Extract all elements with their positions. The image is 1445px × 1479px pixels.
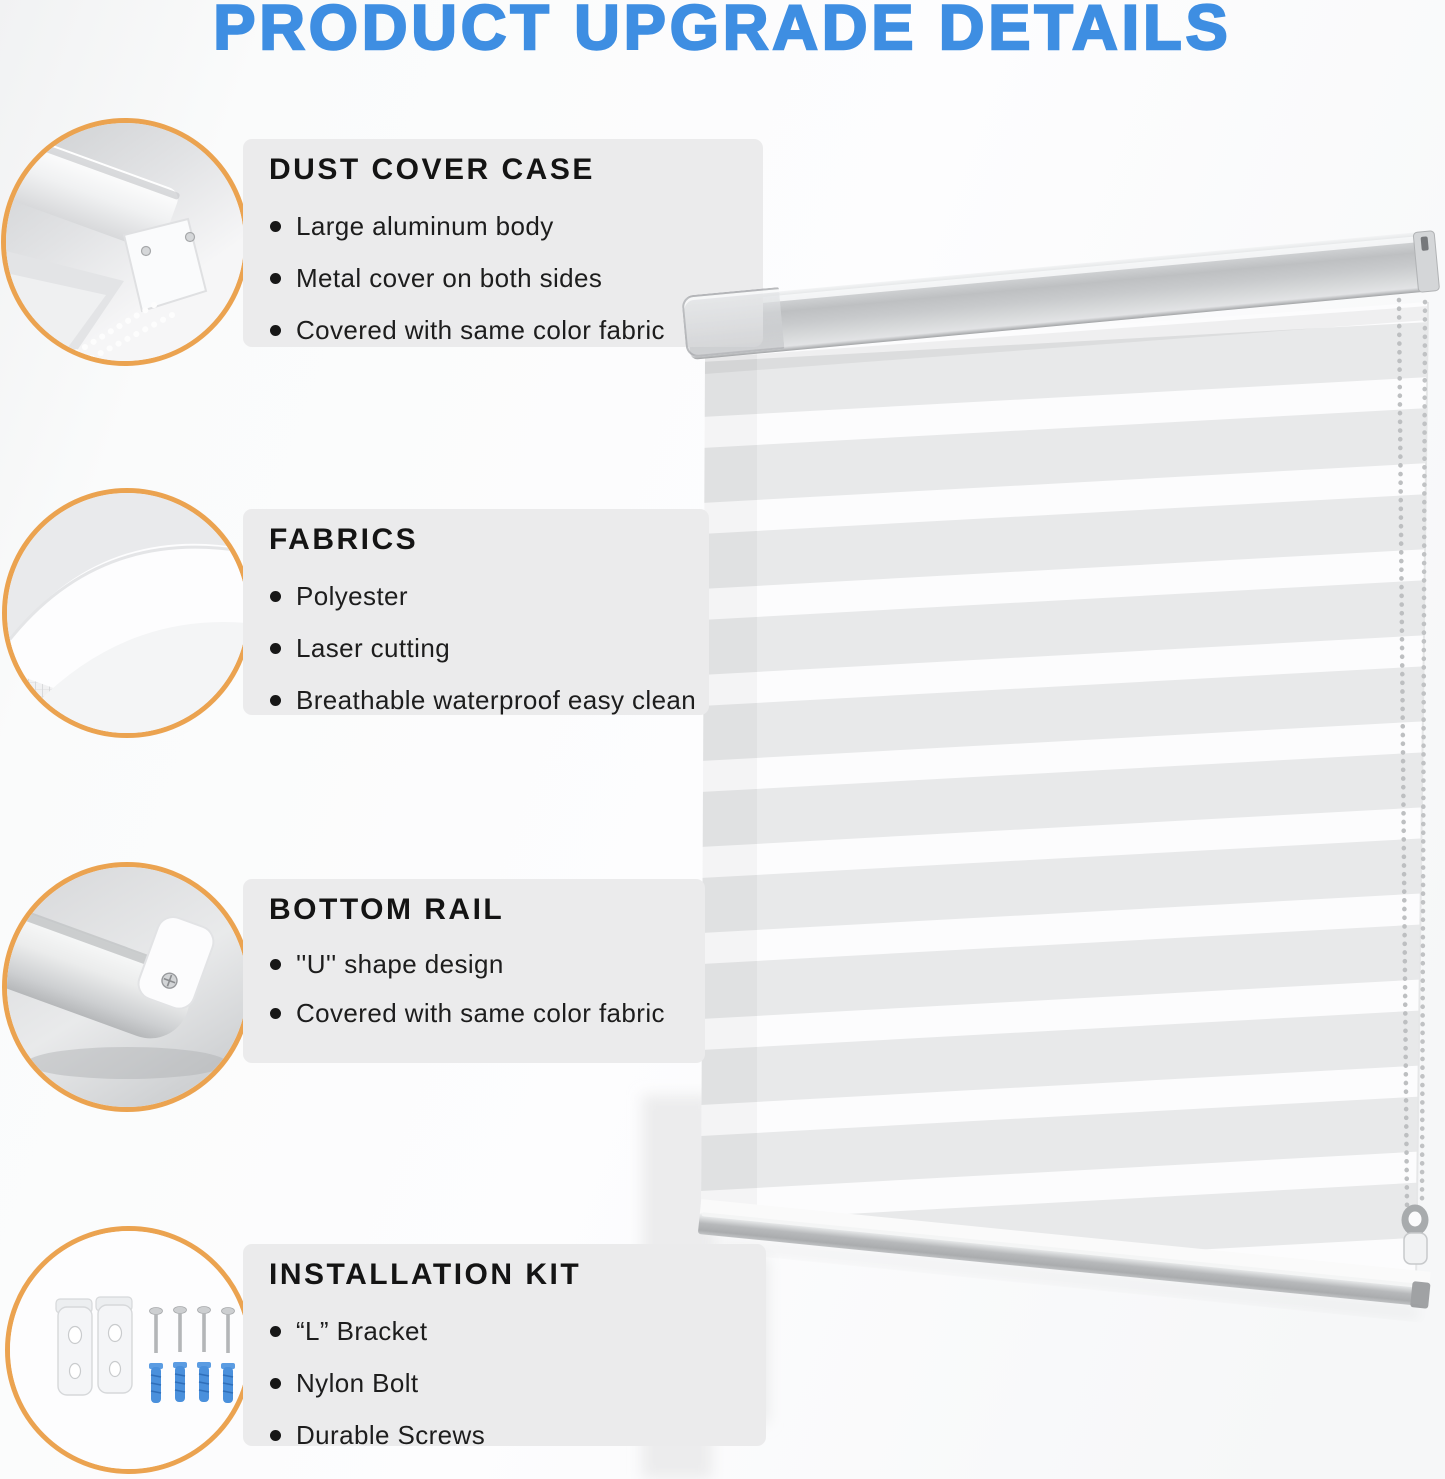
screw	[142, 247, 151, 256]
fabric-illustration	[7, 493, 247, 733]
bullet-item: Breathable waterproof easy clean	[243, 674, 709, 726]
installation-kit-illustration	[10, 1231, 248, 1469]
bullet-dot	[270, 1008, 281, 1019]
headrail-tip-overlay	[681, 287, 784, 358]
bullet-item: ''U'' shape design	[243, 940, 705, 989]
mounting-bracket-tab	[1421, 236, 1429, 251]
bullet-list	[243, 570, 709, 726]
page-title: PRODUCT UPGRADE DETAILS	[213, 0, 1232, 63]
bottom-rail-end-cap	[1410, 1281, 1430, 1309]
bullet-dot	[270, 1430, 281, 1441]
bullet-item: Metal cover on both sides	[243, 252, 763, 304]
bottom-rail-photo	[2, 862, 252, 1112]
shadow	[27, 1047, 227, 1079]
bullet-dot	[270, 695, 281, 706]
bullet-list	[243, 940, 705, 1038]
section-heading: FABRICS	[269, 523, 419, 556]
bullet-list	[243, 1305, 766, 1461]
installation-kit-photo	[5, 1226, 253, 1474]
dust-cover-case-illustration	[6, 123, 244, 361]
bullet-dot	[270, 325, 281, 336]
bullet-item: Nylon Bolt	[243, 1357, 766, 1409]
bullet-dot	[270, 221, 281, 232]
bottom-rail-illustration	[7, 867, 247, 1107]
section-bottom-rail	[243, 879, 705, 1063]
bullet-item: Covered with same color fabric	[243, 989, 705, 1038]
screw	[186, 233, 195, 242]
bullet-dot	[270, 1378, 281, 1389]
section-fabrics	[243, 509, 709, 715]
bullet-dot	[270, 591, 281, 602]
bullet-item: Laser cutting	[243, 622, 709, 674]
bullet-item: Polyester	[243, 570, 709, 622]
section-installation-kit	[243, 1244, 766, 1450]
dust-cover-case-photo	[1, 118, 249, 366]
bullet-item: Covered with same color fabric	[243, 304, 763, 356]
bullet-item: Large aluminum body	[243, 200, 763, 252]
bullet-dot	[270, 959, 281, 970]
bullet-item: Durable Screws	[243, 1409, 766, 1461]
section-heading: DUST COVER CASE	[269, 153, 595, 186]
bullet-dot	[270, 273, 281, 284]
bullet-dot	[270, 643, 281, 654]
zebra-fabric-stripes	[701, 300, 1430, 1290]
bullet-dot	[270, 1326, 281, 1337]
bullet-item: “L” Bracket	[243, 1305, 766, 1357]
fabric-closeup-photo	[2, 488, 252, 738]
section-heading: INSTALLATION KIT	[269, 1258, 582, 1291]
section-heading: BOTTOM RAIL	[269, 893, 505, 926]
